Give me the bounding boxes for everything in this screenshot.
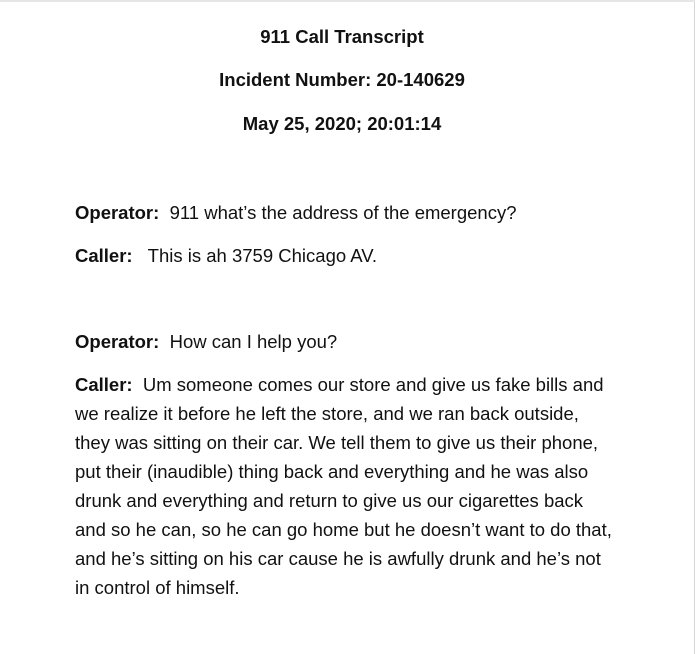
entry-text: How can I help you? <box>169 331 338 352</box>
speaker-label: Operator: <box>75 331 160 352</box>
transcript-entry <box>75 198 615 227</box>
speaker-label: Operator: <box>75 202 160 223</box>
speaker-label: Caller: <box>75 245 133 266</box>
entry-text: Um someone comes our store and give us fake bills and we realize it before he left the store, and we ran back outside, they was sitting on their car. We tell them to give us their phone, put their (inaudible) thing back and everything and he was also drunk and everything and return to give us our cigarettes back and so he can, so he can go home but he doesn’t want to do that, and he’s sitting on his car cause he is awfully drunk and he’s not in control of himself. <box>75 374 612 598</box>
call-timestamp: May 25, 2020; 20:01:14 <box>242 113 442 134</box>
page-top-edge <box>0 0 695 2</box>
incident-number: Incident Number: 20-140629 <box>219 69 465 90</box>
transcript-entry <box>75 327 615 356</box>
transcript-entry <box>75 370 615 602</box>
transcript-title: 911 Call Transcript <box>260 26 424 47</box>
transcript-entry <box>75 241 615 270</box>
entry-text: This is ah 3759 Chicago AV. <box>147 245 378 266</box>
entry-text: 911 what’s the address of the emergency? <box>169 202 517 223</box>
speaker-label: Caller: <box>75 374 133 395</box>
